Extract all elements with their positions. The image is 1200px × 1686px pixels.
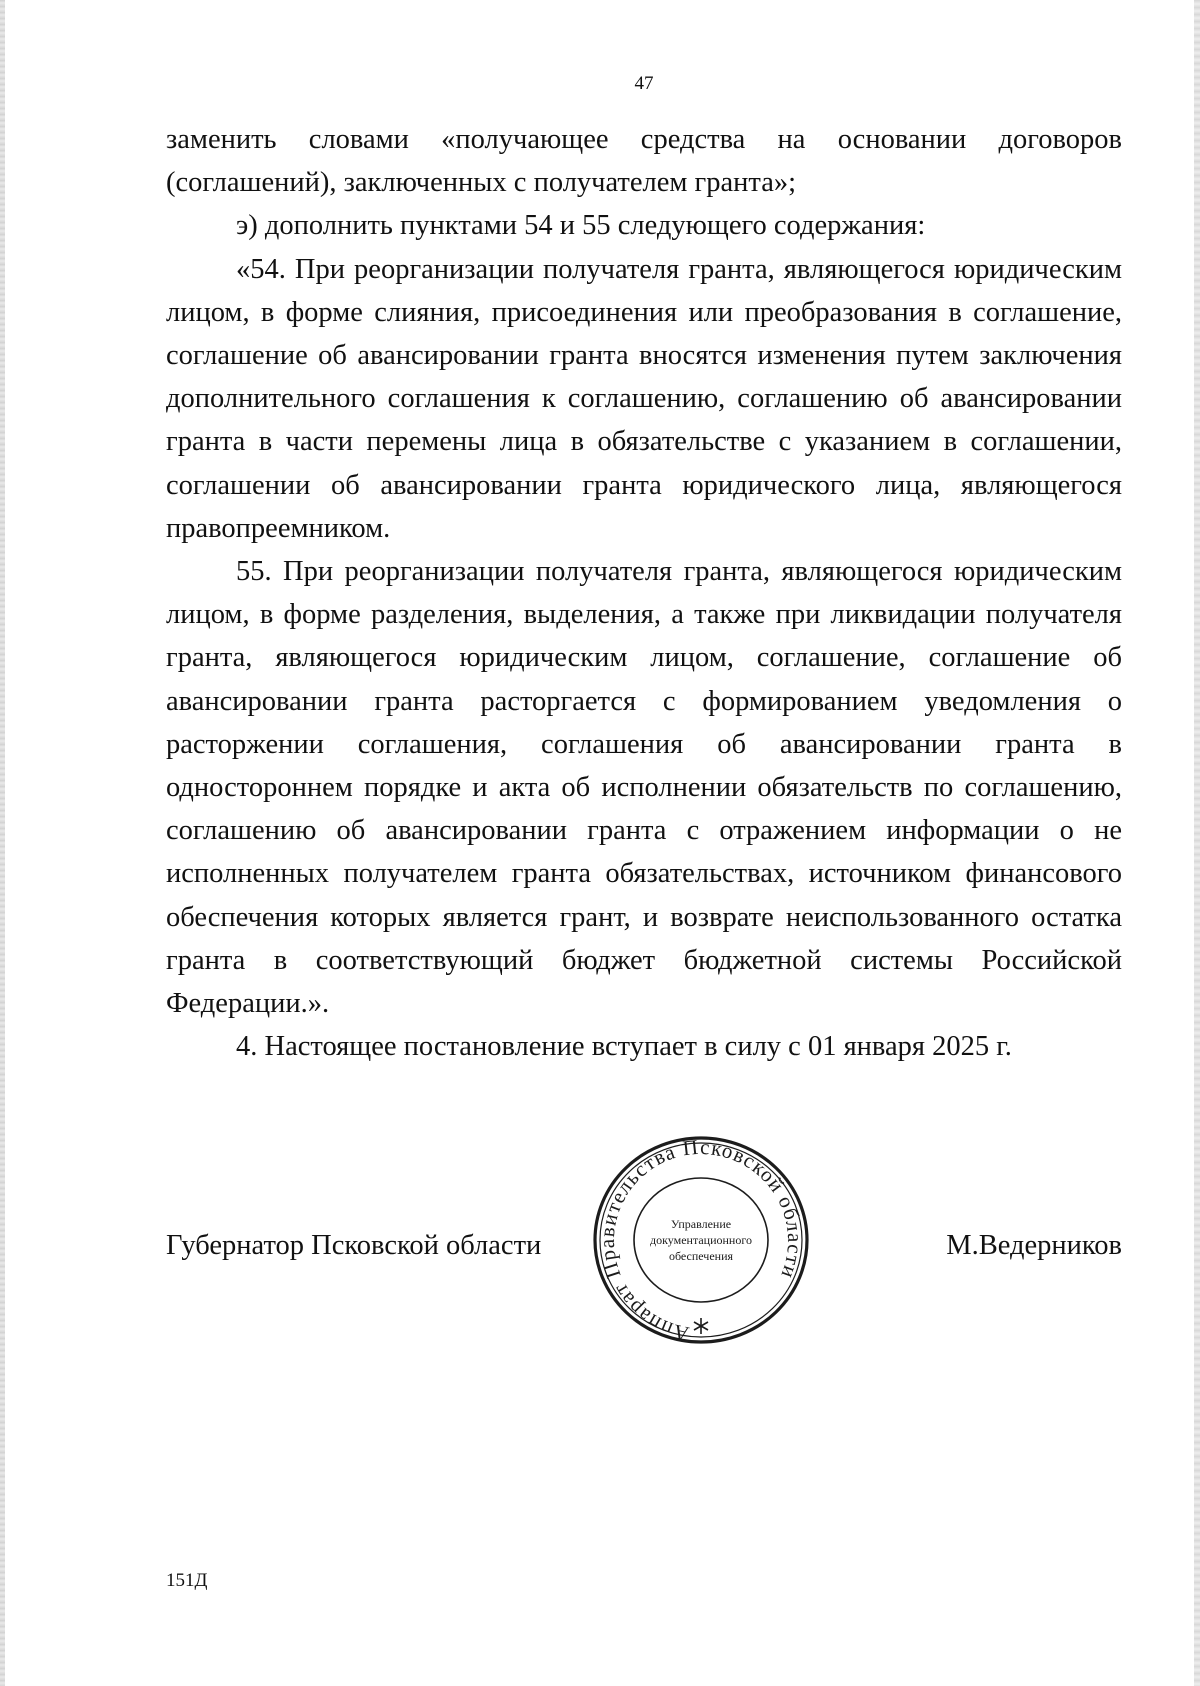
scan-edge-left [0,0,5,1686]
paragraph: 55. При реорганизации получателя гранта, являющегося юридическим лицом, в форме разделения, выделения, а также при ликвидации получателя гранта, являющегося юридическим лицом, соглашение, соглашение об авансировании гранта расторгается с формированием уведомления о расторжении соглашения, соглашения об авансировании гранта в одностороннем порядке и акта об исполнении обязательств по соглашению, соглашению об авансировании гранта с отражением информации о не исполненных получателем гранта обязательствах, источником финансового обеспечения которых является грант, и возврате неиспользованного остатка гранта в соответствующий бюджет бюджетной системы Российской Федерации.». [166,556,1122,1020]
seal-ring-text: Аппарат Правительства Псковской области [594,1134,808,1347]
scan-edge-right [1194,0,1200,1686]
signer-title: Губернатор Псковской области [166,1230,542,1261]
document-body [166,118,1122,1068]
paragraph: «54. При реорганизации получателя гранта, являющегося юридическим лицом, в форме слияния, присоединения или преобразования в соглашение, соглашение об авансировании гранта вносятся изменения путем заключения дополнительного соглашения к соглашению, соглашению об авансировании гранта в части перемены лица в обязательстве с указанием в соглашении, соглашении об авансировании гранта юридического лица, являющегося правопреемником. [166,253,1122,544]
official-seal [588,1128,814,1348]
seal-center-line: обеспечения [668,1249,734,1263]
page-number: 47 [634,73,654,94]
seal-center-line: документационного [650,1233,752,1247]
seal-center-line: Управление [670,1217,732,1231]
paragraph: э) дополнить пунктами 54 и 55 следующего содержания: [236,210,926,242]
paragraph: 4. Настоящее постановление вступает в силу с 01 января 2025 г. [236,1031,1012,1063]
seal-star-icon [694,1318,708,1334]
signer-name: М.Ведерников [946,1230,1122,1261]
paragraph: заменить словами «получающее средства на основании договоров (соглашений), заключенных с получателем гранта»; [166,124,1122,199]
document-code: 151Д [166,1570,208,1591]
